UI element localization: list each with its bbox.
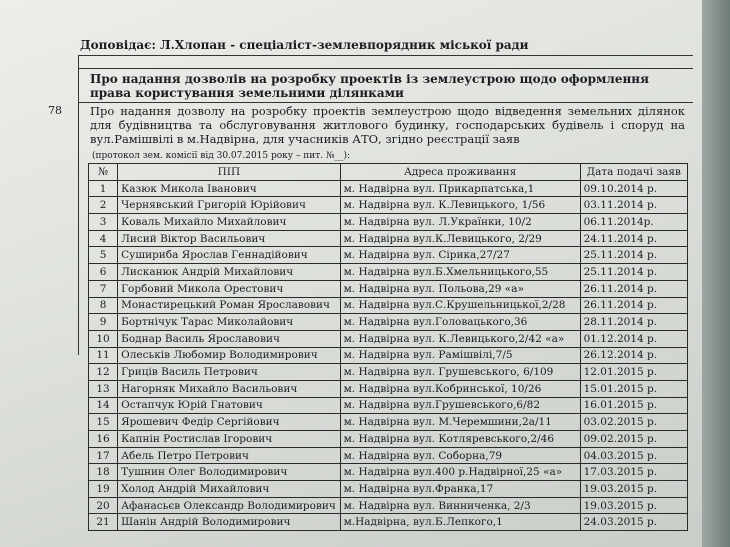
applicant-name: Лисий Віктор Васильович: [118, 230, 341, 247]
row-number: 7: [89, 280, 118, 297]
column-header-address: Адреса проживання: [340, 164, 580, 181]
table-row: [89, 380, 688, 397]
applicant-name: Шанін Андрій Володимирович: [118, 514, 341, 531]
divider: [78, 102, 693, 103]
application-date: 28.11.2014 р.: [580, 314, 687, 331]
table-row: [89, 414, 688, 431]
application-date: 17.03.2015 р.: [580, 464, 687, 481]
application-date: 26.12.2014 р.: [580, 347, 687, 364]
divider: [78, 68, 693, 69]
applicant-address: м. Надвірна вул.Кобринської, 10/26: [340, 380, 580, 397]
row-number: 5: [89, 247, 118, 264]
applicant-name: Олеськів Любомир Володимирович: [118, 347, 341, 364]
applicant-address: м. Надвірна вул. К.Левицького,2/42 «а»: [340, 330, 580, 347]
table-body: [89, 180, 688, 530]
applicant-name: Абель Петро Петрович: [118, 447, 341, 464]
applicant-name: Коваль Михайло Михайлович: [118, 214, 341, 231]
table-row: [89, 280, 688, 297]
column-rule: [78, 55, 79, 355]
application-date: 09.02.2015 р.: [580, 431, 687, 448]
applicant-name: Казюк Микола Іванович: [118, 180, 341, 197]
reporter-line: Доповідає: Л.Хлопан - спеціаліст-землевпорядник міської ради: [80, 38, 529, 52]
applicant-address: м. Надвірна вул.С.Крушельницької,2/28: [340, 297, 580, 314]
applicant-name: Чернявський Григорій Юрійович: [118, 197, 341, 214]
applicant-name: Горбовий Микола Орестович: [118, 280, 341, 297]
agenda-topic: Про надання дозволів на розробку проектів із землеустрою щодо оформлення права користування земельними ділянками: [90, 72, 649, 100]
row-number: 9: [89, 314, 118, 331]
item-text: Про надання дозволу на розробку проектів землеустрою щодо відведення земельних ділянок для будівництва та обслуговування житлового будинку, господарських будівель і споруд на вул.Рамішвілі в м.Надвірна, для учасників АТО, згідно реєстрації заяв: [90, 104, 685, 146]
application-date: 16.01.2015 р.: [580, 397, 687, 414]
item-number: 78: [48, 104, 62, 117]
row-number: 3: [89, 214, 118, 231]
applicant-address: м. Надвірна вул. Польова,29 «а»: [340, 280, 580, 297]
row-number: 16: [89, 431, 118, 448]
column-header-date: Дата подачі заяв: [580, 164, 687, 181]
application-date: 04.03.2015 р.: [580, 447, 687, 464]
table-row: [89, 364, 688, 381]
row-number: 18: [89, 464, 118, 481]
applicant-address: м. Надвірна вул. Винниченка, 2/3: [340, 497, 580, 514]
row-number: 8: [89, 297, 118, 314]
table-row: [89, 431, 688, 448]
column-header-number: №: [89, 164, 118, 181]
table-row: [89, 481, 688, 498]
table-row: [89, 330, 688, 347]
table-row: [89, 197, 688, 214]
applicant-address: м. Надвірна вул. К.Левицького, 1/56: [340, 197, 580, 214]
application-date: 26.11.2014 р.: [580, 297, 687, 314]
row-number: 4: [89, 230, 118, 247]
row-number: 10: [89, 330, 118, 347]
row-number: 20: [89, 497, 118, 514]
row-number: 2: [89, 197, 118, 214]
column-header-name: ПІП: [118, 164, 341, 181]
applicant-address: м. Надвірна вул.Головацького,36: [340, 314, 580, 331]
applicant-name: Боднар Василь Ярославович: [118, 330, 341, 347]
application-date: 25.11.2014 р.: [580, 264, 687, 281]
application-date: 26.11.2014 р.: [580, 280, 687, 297]
application-date: 15.01.2015 р.: [580, 380, 687, 397]
applicant-address: м. Надвірна вул.Грушевського,6/82: [340, 397, 580, 414]
row-number: 15: [89, 414, 118, 431]
table-row: [89, 247, 688, 264]
protocol-note: (протокол зем. комісії від 30.07.2015 року – пит. №__):: [92, 151, 351, 161]
applicant-name: Холод Андрій Михайлович: [118, 481, 341, 498]
applicant-name: Лисканюк Андрій Михайлович: [118, 264, 341, 281]
table-row: [89, 180, 688, 197]
table-row: [89, 314, 688, 331]
applicant-address: м. Надвірна вул. Прикарпатська,1: [340, 180, 580, 197]
applicant-address: м. Надвірна вул. Рамішвілі,7/5: [340, 347, 580, 364]
row-number: 6: [89, 264, 118, 281]
application-date: 19.03.2015 р.: [580, 497, 687, 514]
table-row: [89, 347, 688, 364]
applicant-address: м. Надвірна вул. Котляревського,2/46: [340, 431, 580, 448]
table-row: [89, 497, 688, 514]
row-number: 1: [89, 180, 118, 197]
applicant-address: м.Надвірна, вул.Б.Лепкого,1: [340, 514, 580, 531]
table-row: [89, 397, 688, 414]
table-row: [89, 447, 688, 464]
row-number: 13: [89, 380, 118, 397]
applicant-address: м. Надвірна вул. Л.Українки, 10/2: [340, 214, 580, 231]
application-date: 24.03.2015 р.: [580, 514, 687, 531]
applicant-address: м. Надвірна вул. М.Черемшини,2а/11: [340, 414, 580, 431]
table-row: [89, 514, 688, 531]
applicants-table: [88, 163, 688, 531]
page-edge: [702, 0, 730, 547]
row-number: 14: [89, 397, 118, 414]
applicant-name: Гриців Василь Петрович: [118, 364, 341, 381]
row-number: 21: [89, 514, 118, 531]
applicant-name: Сушириба Ярослав Геннадійович: [118, 247, 341, 264]
application-date: 03.11.2014 р.: [580, 197, 687, 214]
application-date: 06.11.2014р.: [580, 214, 687, 231]
table-row: [89, 264, 688, 281]
applicant-address: м. Надвірна вул. Соборна,79: [340, 447, 580, 464]
application-date: 03.02.2015 р.: [580, 414, 687, 431]
applicant-name: Афанасьєв Олександр Володимирович: [118, 497, 341, 514]
application-date: 25.11.2014 р.: [580, 247, 687, 264]
divider: [78, 55, 693, 56]
table-row: [89, 230, 688, 247]
applicant-name: Монастирецький Роман Ярославович: [118, 297, 341, 314]
row-number: 11: [89, 347, 118, 364]
application-date: 09.10.2014 р.: [580, 180, 687, 197]
applicant-address: м. Надвірна вул.К.Левицького, 2/29: [340, 230, 580, 247]
table-row: [89, 464, 688, 481]
applicant-address: м. Надвірна вул.Б.Хмельницького,55: [340, 264, 580, 281]
applicant-address: м. Надвірна вул. Сірика,27/27: [340, 247, 580, 264]
table-row: [89, 297, 688, 314]
row-number: 19: [89, 481, 118, 498]
applicant-name: Ярошевич Федір Сергійович: [118, 414, 341, 431]
table-row: [89, 214, 688, 231]
applicant-name: Капнін Ростислав Ігорович: [118, 431, 341, 448]
table-header-row: [89, 164, 688, 181]
application-date: 19.03.2015 р.: [580, 481, 687, 498]
application-date: 01.12.2014 р.: [580, 330, 687, 347]
applicant-address: м. Надвірна вул.400 р.Надвірної,25 «а»: [340, 464, 580, 481]
applicant-name: Остапчук Юрій Гнатович: [118, 397, 341, 414]
application-date: 24.11.2014 р.: [580, 230, 687, 247]
row-number: 17: [89, 447, 118, 464]
row-number: 12: [89, 364, 118, 381]
application-date: 12.01.2015 р.: [580, 364, 687, 381]
applicant-name: Бортнічук Тарас Миколайович: [118, 314, 341, 331]
applicant-name: Нагорняк Михайло Васильович: [118, 380, 341, 397]
applicant-name: Тушнин Олег Володимирович: [118, 464, 341, 481]
applicant-address: м. Надвірна вул.Франка,17: [340, 481, 580, 498]
applicant-address: м. Надвірна вул. Грушевського, 6/109: [340, 364, 580, 381]
